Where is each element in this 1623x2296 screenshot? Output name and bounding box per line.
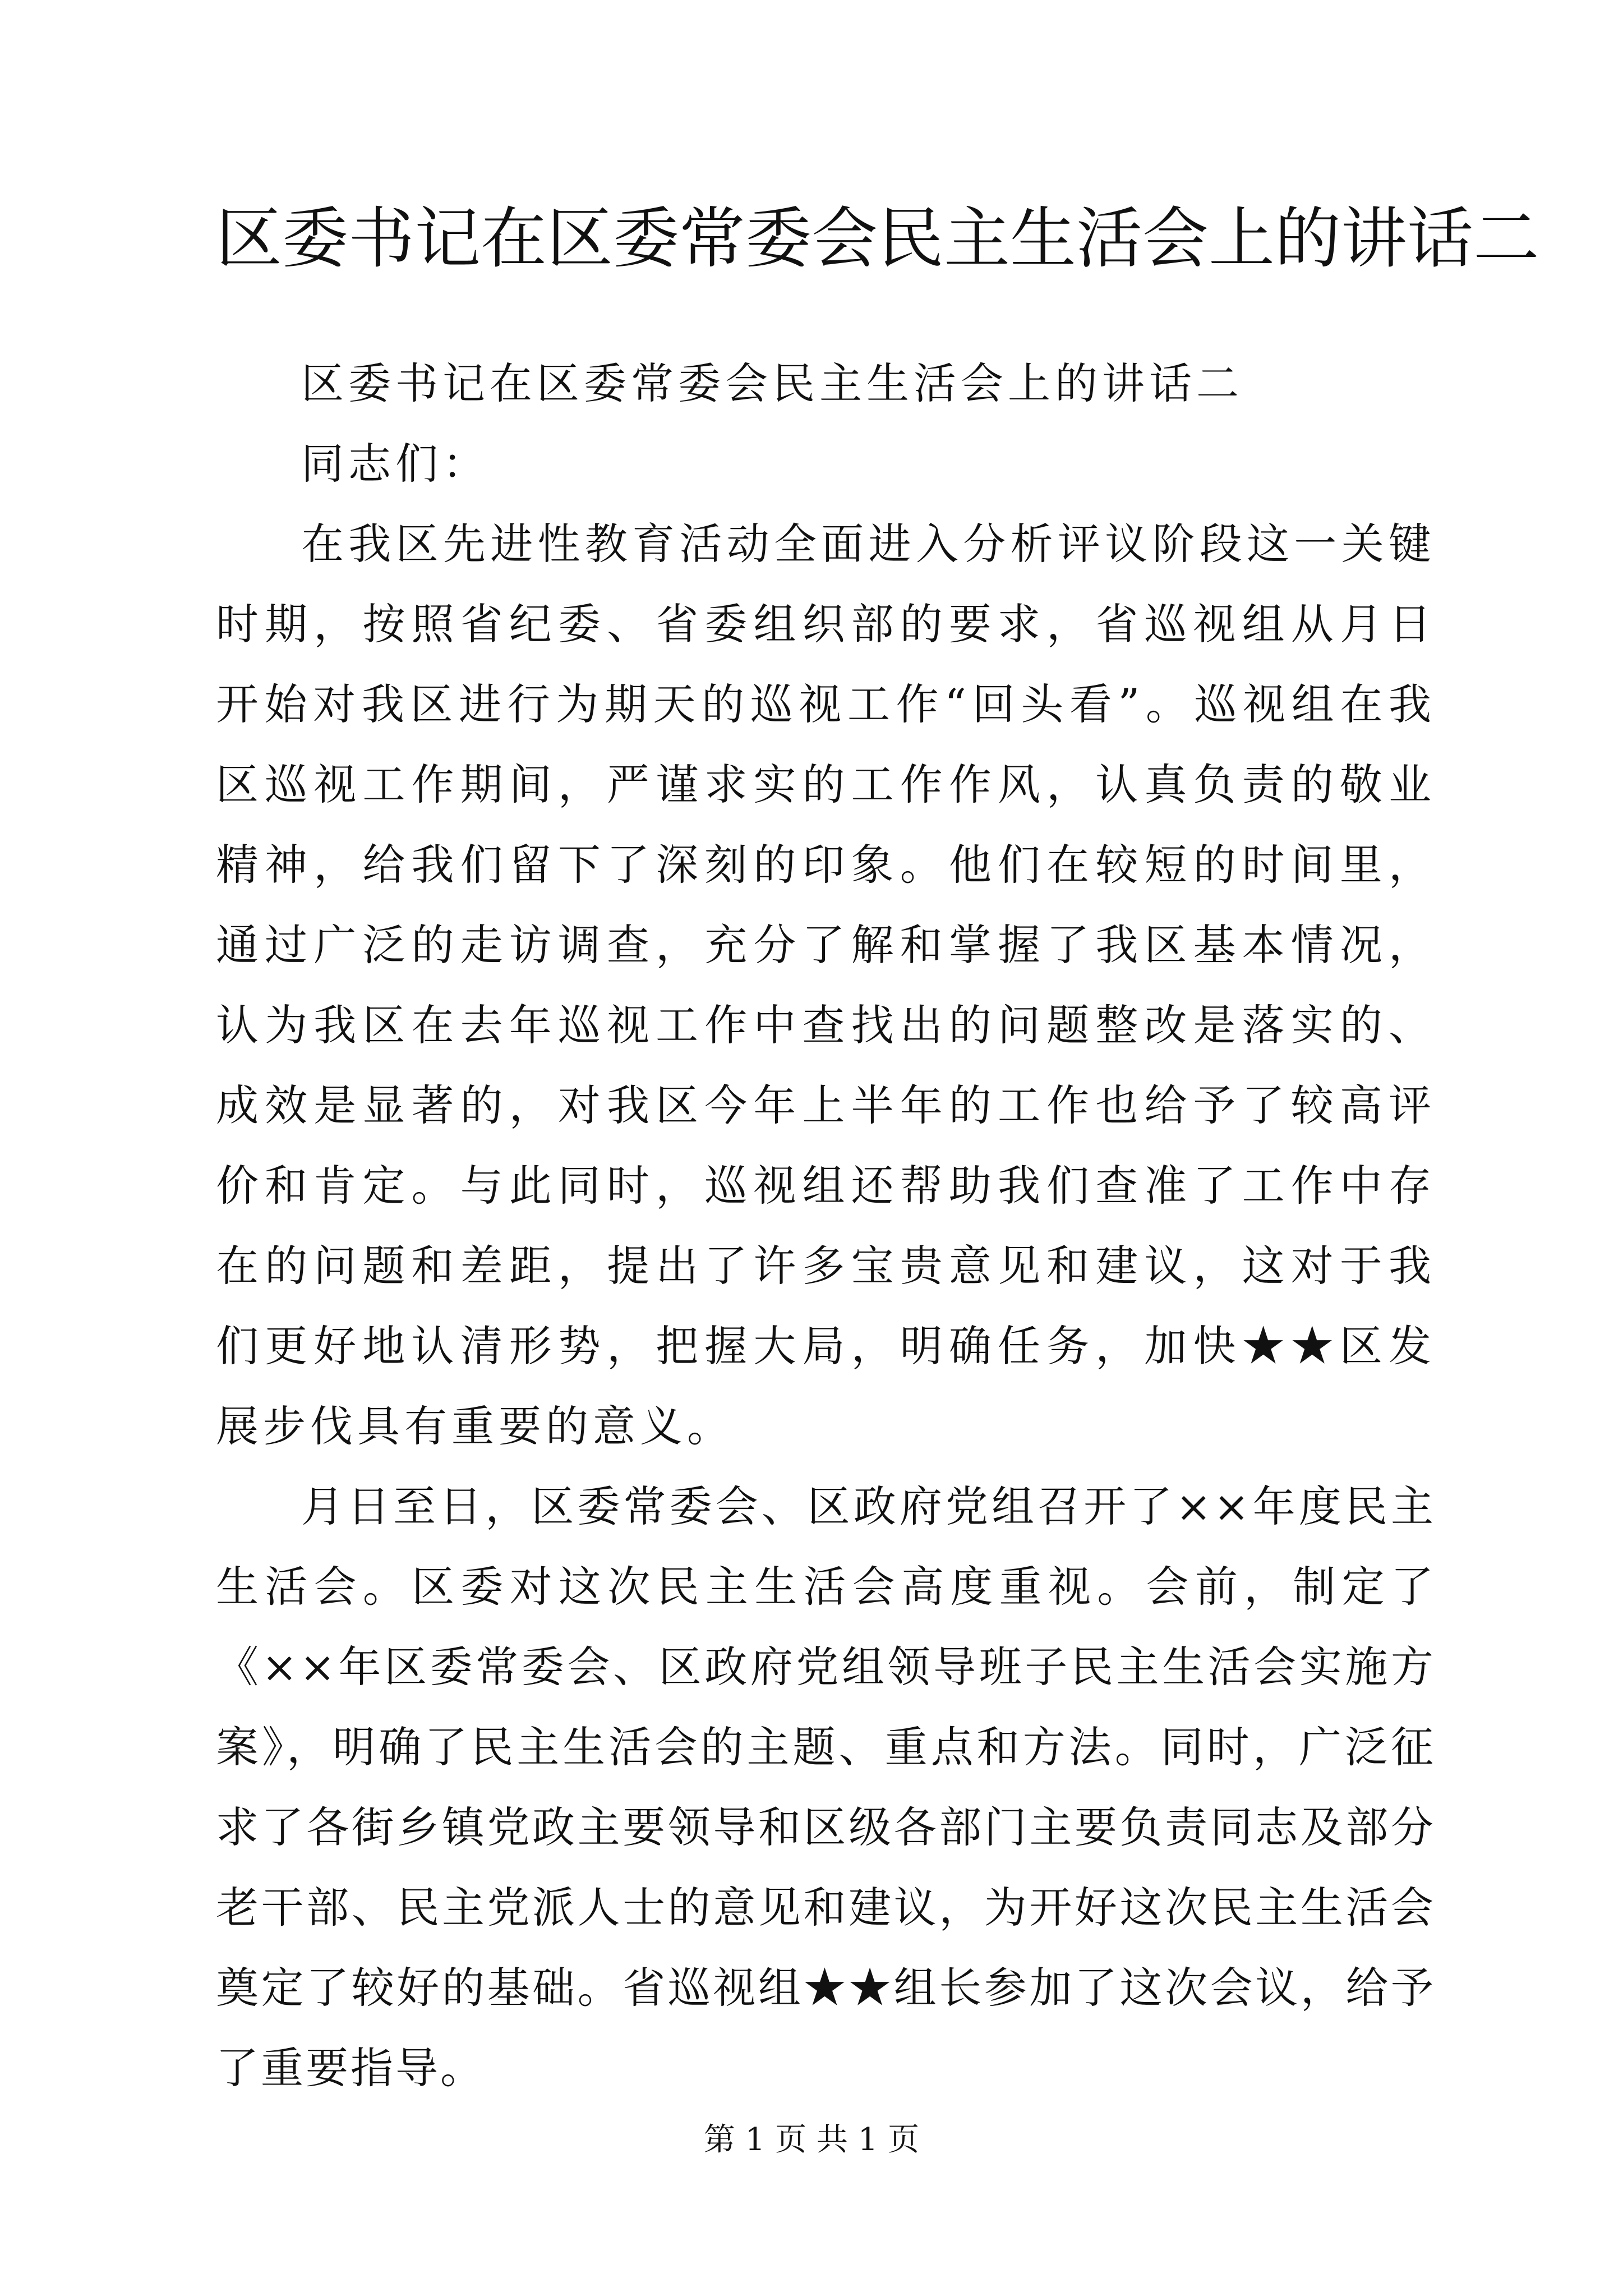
page-footer: 第 1 页 共 1 页: [703, 2122, 920, 2158]
paragraph-body: 在我区先进性教育活动全面进入分析评议阶段这一关键时期，按照省纪委、省委组织部的要求，省巡视组从月日开始对我区进行为期天的巡视工作“回头看”。巡视组在我区巡视工作期间，严谨求实的工作作风，认真负责的敬业精神，给我们留下了深刻的印象。他们在较短的时间里，通过广泛的走访调查，充分了解和掌握了我区基本情况，认为我区在去年巡视工作中查找出的问题整改是落实的、成效是显著的，对我区今年上半年的工作也给予了较高评价和肯定。与此同时，巡视组还帮助我们查准了工作中存在的问题和差距，提出了许多宝贵意见和建议，这对于我们更好地认清形势，把握大局，明确任务，加快★★区发展步伐具有重要的意义。: [216, 519, 1436, 1451]
paragraph-body: 月日至日，区委常委会、区政府党组召开了××年度民主生活会。区委对这次民主生活会高度重视。会前，制定了《××年区委常委会、区政府党组领导班子民主生活会实施方案》，明确了民主生活会的主题、重点和方法。同时，广泛征求了各街乡镇党政主要领导和区级各部门主要负责同志及部分老干部、民主党派人士的意见和建议，为开好这次民主生活会奠定了较好的基础。省巡视组★★组长参加了这次会议，给予了重要指导。: [216, 1481, 1436, 2093]
document-body: [216, 343, 1436, 2108]
paragraph-salutation: 同志们：: [301, 439, 490, 489]
document-title: 区委书记在区委常委会民主生活会上的讲话二: [216, 200, 1540, 277]
paragraph-subtitle: 区委书记在区委常委会民主生活会上的讲话二: [301, 358, 1243, 408]
